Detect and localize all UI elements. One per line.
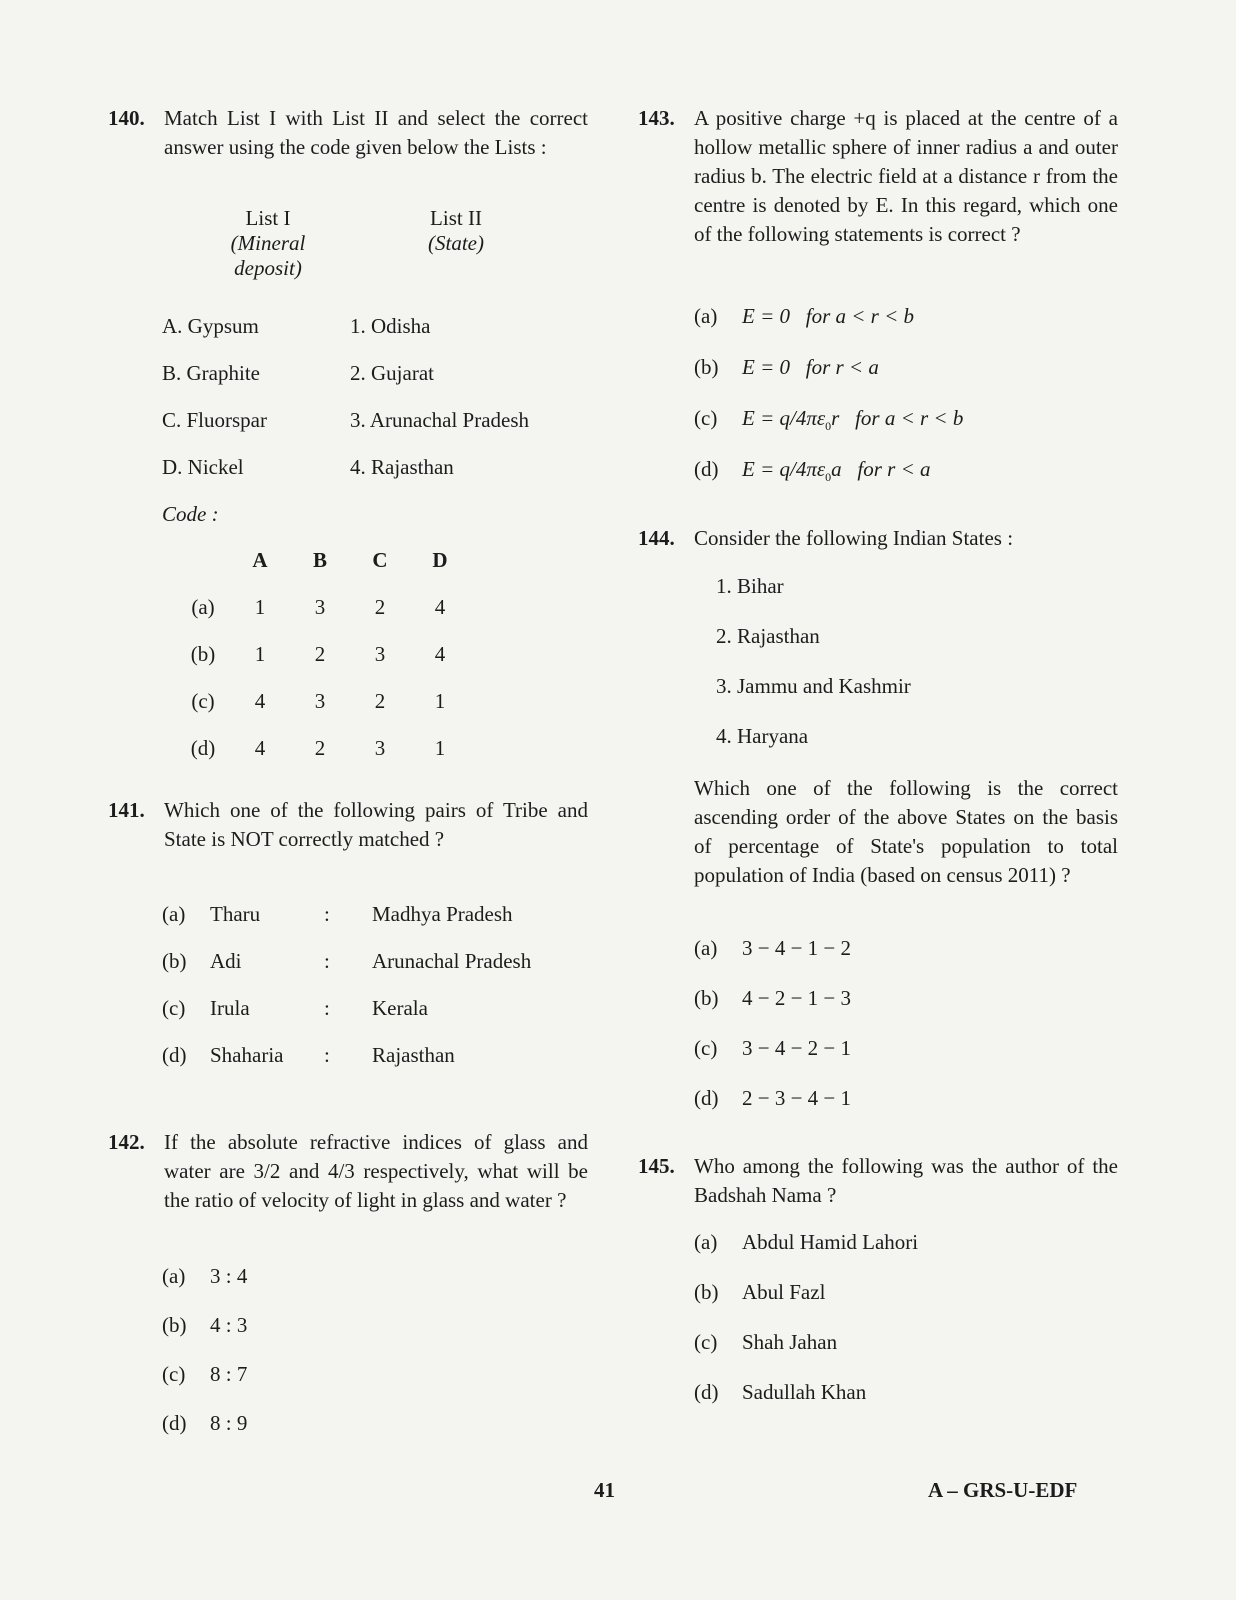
question-text: Who among the following was the author of the Badshah Nama ? [694, 1154, 1118, 1207]
option-text: 8 : 7 [210, 1362, 248, 1386]
code-value: 2 [314, 642, 326, 666]
question-number: 143. [638, 106, 675, 130]
option-d [694, 1086, 851, 1111]
question-144 [638, 524, 1118, 1110]
question-text-2: Which one of the following is the correct ascending order of the above States on the basis of percentage of State's population to total population of India (based on census 2011) ? [694, 776, 1118, 887]
option-label: (d) [694, 457, 719, 481]
option-a [162, 1264, 247, 1289]
option-state: Arunachal Pradesh [372, 949, 532, 973]
question-number: 141. [108, 798, 145, 822]
option-label: (d) [694, 1380, 719, 1404]
option-expression-tail: r [831, 406, 840, 430]
option-text: Shah Jahan [742, 1330, 838, 1354]
option-tribe: Shaharia [210, 1043, 284, 1067]
option-label: (c) [694, 1330, 718, 1354]
option-d [694, 1380, 866, 1405]
option-text: 4 − 2 − 1 − 3 [742, 986, 852, 1010]
option-text: Abul Fazl [742, 1280, 826, 1304]
option-label: (a) [162, 902, 186, 926]
option-condition: for r < a [805, 355, 879, 379]
option-label: (a) [694, 1230, 718, 1254]
option-expression: E = q/4πε [742, 457, 826, 481]
booklet-code: A – GRS-U-EDF [928, 1478, 1078, 1502]
code-value: 4 [434, 595, 446, 619]
list1-item: B. Graphite [162, 361, 260, 385]
option-label: (d) [162, 1043, 187, 1067]
option-expression: E = 0 [742, 355, 790, 379]
code-value: 3 [314, 595, 326, 619]
code-value: 3 [374, 736, 386, 760]
option-label: (b) [694, 355, 719, 379]
code-value: 2 [374, 689, 386, 713]
question-number: 140. [108, 106, 145, 130]
question-141 [108, 796, 588, 1067]
list1-subtitle-2: deposit) [234, 256, 302, 280]
question-142 [108, 1128, 588, 1435]
option-state: Kerala [372, 996, 428, 1020]
option-label: (b) [162, 949, 187, 973]
option-separator: : [324, 996, 330, 1020]
code-value: 3 [374, 642, 386, 666]
option-label: (a) [162, 1264, 186, 1288]
option-text: 4 : 3 [210, 1313, 248, 1337]
code-value: 4 [254, 689, 266, 713]
question-text: Consider the following Indian States : [694, 526, 1014, 550]
page-number: 41 [594, 1478, 615, 1502]
option-d [162, 1411, 247, 1436]
list1-item: A. Gypsum [162, 314, 259, 338]
list2-header [406, 206, 506, 256]
option-text: Sadullah Khan [742, 1380, 867, 1404]
option-subscript: 0 [825, 470, 832, 485]
option-label: (c) [162, 996, 186, 1020]
option-subscript: 0 [825, 419, 832, 434]
option-label: (d) [694, 1086, 719, 1110]
code-value: 1 [434, 689, 446, 713]
code-value: 1 [434, 736, 446, 760]
list1-title: List I [245, 206, 291, 230]
option-separator: : [324, 902, 330, 926]
list2-title: List II [430, 206, 482, 230]
option-text: 3 : 4 [210, 1264, 248, 1288]
option-b [162, 1313, 247, 1338]
list2-item: 3. Arunachal Pradesh [350, 408, 530, 432]
option-d [694, 457, 931, 485]
option-text: Abdul Hamid Lahori [742, 1230, 919, 1254]
code-value: 4 [254, 736, 266, 760]
option-c [162, 1362, 247, 1387]
code-row-label: (a) [191, 595, 215, 619]
option-condition: for a < r < b [805, 304, 915, 328]
code-value: 2 [374, 595, 386, 619]
option-a [694, 1230, 918, 1255]
question-145 [638, 1152, 1118, 1404]
code-header: C [372, 548, 388, 572]
question-text: If the absolute refractive indices of glass and water are 3/2 and 4/3 respectively, what will be the ratio of velocity of light in glass and water ? [164, 1130, 588, 1212]
option-text: 8 : 9 [210, 1411, 248, 1435]
option-tribe: Irula [210, 996, 250, 1020]
option-b [694, 355, 879, 380]
code-header: D [432, 548, 448, 572]
code-value: 4 [434, 642, 446, 666]
option-condition: for a < r < b [855, 406, 964, 430]
list1-item: C. Fluorspar [162, 408, 267, 432]
code-value: 3 [314, 689, 326, 713]
option-label: (b) [694, 1280, 719, 1304]
option-condition: for r < a [857, 457, 931, 481]
option-c [694, 1330, 837, 1355]
option-expression-tail: a [831, 457, 842, 481]
option-tribe: Tharu [210, 902, 261, 926]
code-value: 1 [254, 595, 266, 619]
option-c [694, 1036, 851, 1061]
option-label: (b) [694, 986, 719, 1010]
question-number: 142. [108, 1130, 145, 1154]
question-text: A positive charge +q is placed at the centre of a hollow metallic sphere of inner radius a and outer radius b. The electric field at a distance r from the centre is denoted by E. In this regard, which one of the following statements is correct ? [694, 106, 1118, 246]
option-label: (a) [694, 304, 718, 328]
state-item: 3. Jammu and Kashmir [716, 674, 911, 698]
option-separator: : [324, 1043, 330, 1067]
list2-item: 2. Gujarat [350, 361, 434, 385]
option-label: (a) [694, 936, 718, 960]
option-state: Rajasthan [372, 1043, 455, 1067]
question-140 [108, 104, 588, 760]
option-a [694, 936, 851, 961]
state-item: 2. Rajasthan [716, 624, 820, 648]
code-header: A [252, 548, 268, 572]
state-item: 1. Bihar [716, 574, 784, 598]
option-label: (d) [162, 1411, 187, 1435]
option-text: 3 − 4 − 1 − 2 [742, 936, 852, 960]
list1-header [208, 206, 328, 281]
state-item: 4. Haryana [716, 724, 809, 748]
option-expression: E = q/4πε [742, 406, 826, 430]
code-row-label: (c) [191, 689, 215, 713]
option-text: 2 − 3 − 4 − 1 [742, 1086, 852, 1110]
code-header: B [312, 548, 327, 572]
question-number: 145. [638, 1154, 675, 1178]
option-separator: : [324, 949, 330, 973]
option-expression: E = 0 [742, 304, 790, 328]
option-label: (c) [162, 1362, 186, 1386]
option-b [694, 1280, 825, 1305]
option-label: (c) [694, 1036, 718, 1060]
question-number: 144. [638, 526, 675, 550]
code-value: 2 [314, 736, 326, 760]
option-text: 3 − 4 − 2 − 1 [742, 1036, 852, 1060]
list2-item: 1. Odisha [350, 314, 431, 338]
list2-item: 4. Rajasthan [350, 455, 454, 479]
option-tribe: Adi [210, 949, 242, 973]
code-row-label: (b) [190, 642, 216, 666]
list2-subtitle: (State) [428, 231, 484, 255]
code-label: Code : [162, 502, 219, 526]
list1-subtitle-1: (Mineral [230, 231, 306, 255]
option-c [694, 406, 963, 434]
option-label: (c) [694, 406, 718, 430]
code-row-label: (d) [190, 736, 216, 760]
option-state: Madhya Pradesh [372, 902, 513, 926]
question-text: Which one of the following pairs of Tribe and State is NOT correctly matched ? [164, 798, 588, 851]
code-value: 1 [254, 642, 266, 666]
question-text: Match List I with List II and select the correct answer using the code given below the Lists : [164, 106, 588, 159]
option-a [694, 304, 914, 329]
option-label: (b) [162, 1313, 187, 1337]
list1-item: D. Nickel [162, 455, 244, 479]
option-b [694, 986, 851, 1011]
